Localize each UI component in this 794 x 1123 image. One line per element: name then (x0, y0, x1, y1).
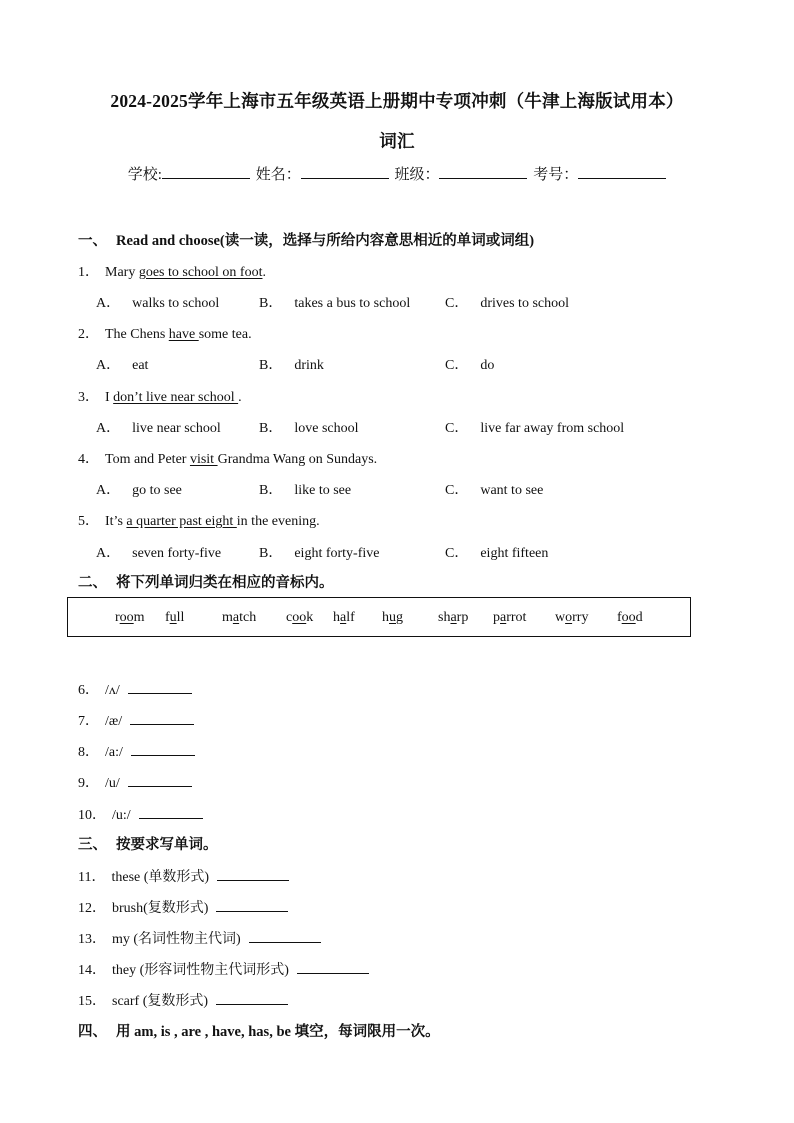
word-part: h (382, 610, 389, 625)
phonetic-item-6 (78, 678, 192, 699)
question-1-options (96, 292, 736, 312)
word-sharp (438, 610, 468, 626)
option-letter: C． (445, 421, 469, 436)
question-number: 5． (78, 514, 99, 529)
option-letter: C． (445, 358, 469, 373)
class-blank[interactable] (439, 163, 527, 179)
option-text: drives to school (480, 296, 569, 311)
option-text: live far away from school (480, 421, 625, 436)
word-part: k (306, 610, 314, 625)
option-text: drink (294, 358, 324, 373)
question-text: . (262, 265, 266, 280)
question-number: 1． (78, 265, 99, 280)
word-part: g (396, 610, 403, 625)
word-form-item-13 (78, 927, 321, 948)
answer-blank[interactable] (216, 896, 288, 912)
word-food (617, 610, 643, 626)
option-letter: A． (96, 358, 121, 373)
page-subtitle: 词汇 (379, 131, 415, 151)
option-a[interactable] (96, 354, 148, 374)
phonetic-symbol: /u:/ (112, 808, 131, 823)
section-title: Read and choose(读一读，选择与所给内容意思相近的单词或词组) (116, 233, 535, 249)
underlined-phrase: goes to school on foot (138, 265, 263, 280)
question-number: 14． (78, 963, 106, 978)
phonetic-item-9 (78, 771, 192, 792)
option-b[interactable] (259, 542, 379, 562)
option-text: want to see (480, 483, 544, 498)
option-letter: B． (259, 296, 283, 311)
question-text: Tom and Peter (105, 452, 190, 467)
option-text: takes a bus to school (294, 296, 411, 311)
word-part: r (115, 610, 120, 625)
option-a[interactable] (96, 479, 182, 499)
underlined-phrase: don’t live near school (113, 390, 239, 405)
word-form-item-14 (78, 958, 369, 979)
question-text: The Chens (105, 327, 169, 342)
answer-blank[interactable] (128, 678, 192, 694)
option-letter: B． (259, 546, 283, 561)
question-text: . (238, 390, 242, 405)
name-blank[interactable] (301, 163, 389, 179)
option-letter: A． (96, 546, 121, 561)
page-title: 2024-2025学年上海市五年级英语上册期中专项冲刺（牛津上海版试用本） (110, 91, 684, 111)
question-5-options (96, 542, 736, 562)
question-text: Mary (105, 265, 139, 280)
section-1-heading (78, 229, 534, 250)
word-part: rp (456, 610, 469, 625)
option-c[interactable] (445, 542, 548, 562)
option-text: do (480, 358, 495, 373)
question-2 (78, 323, 252, 343)
school-label: 学校: (127, 167, 162, 183)
exam-number-label: 考号： (533, 167, 579, 183)
question-number: 15． (78, 994, 106, 1009)
word-vowel: a (232, 610, 240, 625)
school-field (128, 163, 250, 184)
question-2-options (96, 354, 736, 374)
word-part: d (635, 610, 643, 625)
phonetic-item-7 (78, 709, 194, 730)
section-number: 三、 (78, 837, 107, 853)
option-letter: A． (96, 483, 121, 498)
word-match (222, 610, 256, 626)
option-b[interactable] (259, 354, 324, 374)
phonetic-item-10 (78, 803, 203, 824)
section-title: 将下列单词归类在相应的音标内。 (116, 575, 334, 591)
question-text: brush(复数形式) (112, 901, 209, 916)
option-text: eat (132, 358, 149, 373)
option-text: love school (294, 421, 359, 436)
option-c[interactable] (445, 354, 494, 374)
word-part: lf (346, 610, 355, 625)
question-text: scarf (复数形式) (112, 994, 209, 1009)
question-text: they (形容词性物主代词形式) (112, 963, 289, 978)
word-part: h (333, 610, 340, 625)
word-vowel: a (500, 610, 507, 625)
word-vowel: a (450, 610, 457, 625)
option-text: eight fifteen (480, 546, 549, 561)
question-text: these (单数形式) (111, 870, 210, 885)
name-field (256, 163, 389, 184)
word-form-item-11 (78, 865, 289, 886)
option-text: go to see (132, 483, 182, 498)
option-letter: B． (259, 483, 283, 498)
word-room (115, 610, 145, 626)
word-vowel: o (565, 610, 573, 625)
option-c[interactable] (445, 292, 569, 312)
answer-blank[interactable] (249, 927, 321, 943)
word-part: m (222, 610, 233, 625)
section-number: 一、 (78, 233, 107, 249)
word-part: sh (438, 610, 451, 625)
word-form-item-15 (78, 989, 288, 1010)
option-b[interactable] (259, 292, 410, 312)
word-part: f (165, 610, 170, 625)
phonetic-symbol: /æ/ (105, 714, 123, 729)
word-box (67, 597, 691, 637)
word-part: w (555, 610, 566, 625)
word-part: tch (239, 610, 257, 625)
option-a[interactable] (96, 292, 219, 312)
option-text: live near school (132, 421, 221, 436)
word-half (333, 610, 355, 626)
name-label: 姓名： (255, 167, 301, 183)
question-text: It’s (105, 514, 127, 529)
answer-blank[interactable] (216, 989, 288, 1005)
answer-blank[interactable] (128, 771, 192, 787)
section-number: 二、 (78, 575, 107, 591)
word-parrot (493, 610, 526, 626)
question-text: my (名词性物主代词) (112, 932, 241, 947)
word-cook (286, 610, 313, 626)
word-vowel: oo (292, 610, 307, 625)
question-number: 9． (78, 776, 99, 791)
answer-blank[interactable] (131, 740, 195, 756)
section-4-heading (78, 1020, 440, 1041)
option-letter: B． (259, 358, 283, 373)
answer-blank[interactable] (297, 958, 369, 974)
option-letter: B． (259, 421, 283, 436)
question-number: 2． (78, 327, 99, 342)
question-number: 10． (78, 808, 106, 823)
option-c[interactable] (445, 479, 543, 499)
word-part: f (617, 610, 622, 625)
question-4 (78, 448, 377, 468)
option-text: walks to school (132, 296, 220, 311)
word-part: m (133, 610, 145, 625)
option-b[interactable] (259, 479, 351, 499)
section-2-heading (78, 571, 334, 592)
school-blank[interactable] (162, 163, 250, 179)
section-number: 四、 (78, 1024, 107, 1040)
word-part: ll (176, 610, 185, 625)
underlined-phrase: visit (189, 452, 218, 467)
answer-blank[interactable] (130, 709, 194, 725)
underlined-phrase: have (168, 327, 199, 342)
word-vowel: oo (119, 610, 134, 625)
section-title: 用 am, is , are , have, has, be 填空，每词限用一次。 (116, 1024, 440, 1040)
option-text: seven forty-five (132, 546, 222, 561)
word-part: p (493, 610, 500, 625)
section-title: 按要求写单词。 (116, 837, 218, 853)
question-number: 6． (78, 683, 99, 698)
exam-number-field (533, 163, 666, 184)
question-number: 7． (78, 714, 99, 729)
student-info-row (0, 163, 794, 184)
question-5 (78, 510, 320, 530)
question-number: 4． (78, 452, 99, 467)
question-number: 8． (78, 745, 99, 760)
question-1 (78, 261, 266, 281)
option-letter: C． (445, 546, 469, 561)
exam-number-blank[interactable] (578, 163, 666, 179)
option-letter: C． (445, 483, 469, 498)
answer-blank[interactable] (217, 865, 289, 881)
question-text: Grandma Wang on Sundays. (217, 452, 378, 467)
option-letter: A． (96, 421, 121, 436)
question-number: 13． (78, 932, 106, 947)
phonetic-symbol: /u/ (105, 776, 120, 791)
word-part: rry (572, 610, 589, 625)
option-a[interactable] (96, 417, 221, 437)
option-b[interactable] (259, 417, 359, 437)
option-text: like to see (294, 483, 352, 498)
question-number: 3． (78, 390, 99, 405)
question-text: in the evening. (236, 514, 320, 529)
class-field (394, 163, 527, 184)
question-number: 11． (78, 870, 106, 885)
question-text: some tea. (198, 327, 252, 342)
option-letter: A． (96, 296, 121, 311)
option-a[interactable] (96, 542, 221, 562)
word-vowel: u (389, 610, 396, 625)
word-part: c (286, 610, 293, 625)
option-letter: C． (445, 296, 469, 311)
phonetic-symbol: /a:/ (105, 745, 123, 760)
option-c[interactable] (445, 417, 624, 437)
word-vowel: a (340, 610, 347, 625)
option-text: eight forty-five (294, 546, 380, 561)
word-part: rrot (506, 610, 527, 625)
question-4-options (96, 479, 736, 499)
word-worry (555, 610, 588, 626)
question-3 (78, 386, 242, 406)
class-label: 班级： (394, 167, 440, 183)
word-full (165, 610, 184, 626)
question-text: I (105, 390, 114, 405)
underlined-phrase: a quarter past eight (126, 514, 237, 529)
section-3-heading (78, 833, 218, 854)
word-form-item-12 (78, 896, 288, 917)
answer-blank[interactable] (139, 803, 203, 819)
word-vowel: oo (621, 610, 636, 625)
question-3-options (96, 417, 736, 437)
word-hug (382, 610, 403, 626)
phonetic-symbol: /ʌ/ (105, 683, 120, 698)
word-vowel: u (169, 610, 177, 625)
question-number: 12． (78, 901, 106, 916)
phonetic-item-8 (78, 740, 195, 761)
